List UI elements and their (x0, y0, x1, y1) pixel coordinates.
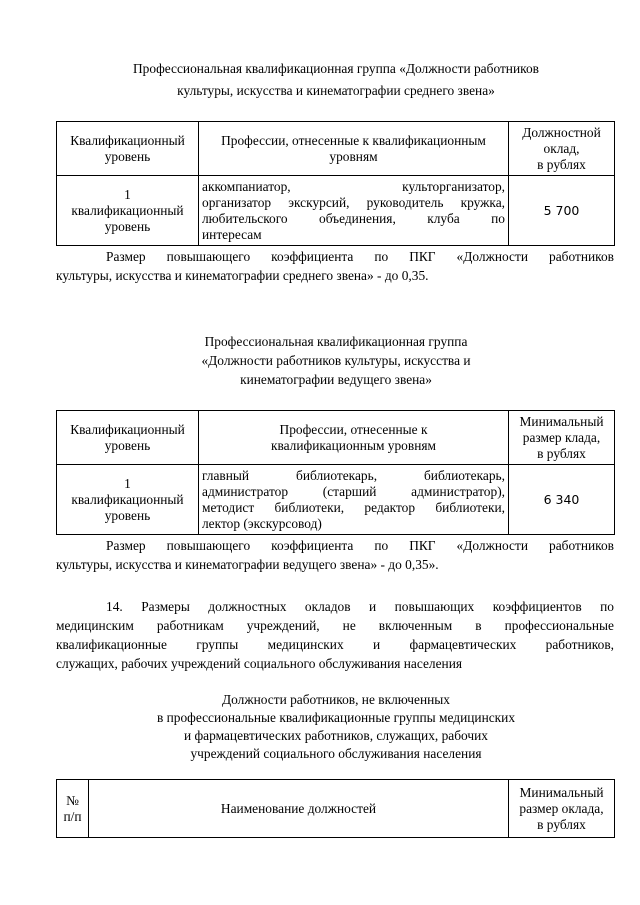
row-professions: главный библиотекарь, библиотекарь, администратор (старший администратор), методист библиотеки, редактор библиотеки, лектор (экскурсовод) (199, 465, 509, 535)
header-level: Квалификационный уровень (57, 411, 199, 465)
section2-table (56, 410, 615, 535)
table-header-row (57, 122, 615, 176)
note-line: культуры, искусства и кинематографии среднего звена» - до 0,35. (56, 268, 429, 283)
section2-note (56, 538, 614, 573)
section1-note (56, 249, 614, 284)
row-salary: 6 340 (509, 465, 615, 535)
section1-title (56, 61, 616, 99)
row-level: 1 квалификационный уровень (57, 465, 199, 535)
title-line: «Должности работников культуры, искусства и (201, 353, 471, 368)
clause-line: квалификационные группы медицинских и фармацевтических работников, (56, 637, 614, 652)
clause-line: медицинским работникам учреждений, не включенным в профессиональные (56, 618, 614, 633)
header-salary: Должностной оклад, в рублях (509, 122, 615, 176)
title-line: культуры, искусства и кинематографии среднего звена» (177, 83, 495, 98)
table-row (57, 465, 615, 535)
title-line: Профессиональная квалификационная группа «Должности работников (133, 61, 539, 76)
title-line: кинематографии ведущего звена» (240, 372, 432, 387)
header-number: № п/п (57, 780, 89, 838)
note-line: Размер повышающего коэффициента по ПКГ «Должности работников (106, 249, 614, 264)
title-line: в профессиональные квалификационные группы медицинских (156, 710, 516, 725)
row-professions: аккомпаниатор, культорганизатор, организатор экскурсий, руководитель кружка, любительского объединения, клуба по интересам (199, 176, 509, 246)
header-salary: Минимальный размер оклада, в рублях (509, 780, 615, 838)
clause-line: служащих, рабочих учреждений социального обслуживания населения (56, 656, 463, 671)
clause-line: 14. Размеры должностных окладов и повышающих коэффициентов по (106, 599, 614, 614)
header-position-name: Наименование должностей (89, 780, 509, 838)
section1-table (56, 121, 615, 246)
header-professions: Профессии, отнесенные к квалификационным уровням (199, 122, 509, 176)
clause-14 (56, 599, 614, 672)
section2-title (56, 334, 616, 388)
title-line: учреждений социального обслуживания населения (190, 746, 482, 761)
table-header-row (57, 780, 615, 838)
header-level: Квалификационный уровень (57, 122, 199, 176)
row-salary: 5 700 (509, 176, 615, 246)
row-level: 1 квалификационный уровень (57, 176, 199, 246)
section3-table (56, 779, 615, 838)
table-row (57, 176, 615, 246)
section3-title (56, 692, 616, 762)
note-line: Размер повышающего коэффициента по ПКГ «Должности работников (106, 538, 614, 553)
header-salary: Минимальный размер клада, в рублях (509, 411, 615, 465)
title-line: Должности работников, не включенных (222, 692, 450, 707)
table-header-row (57, 411, 615, 465)
note-line: культуры, искусства и кинематографии ведущего звена» - до 0,35». (56, 557, 439, 572)
title-line: Профессиональная квалификационная группа (204, 334, 468, 349)
header-professions: Профессии, отнесенные к квалификационным уровням (199, 411, 509, 465)
title-line: и фармацевтических работников, служащих, рабочих (183, 728, 489, 743)
